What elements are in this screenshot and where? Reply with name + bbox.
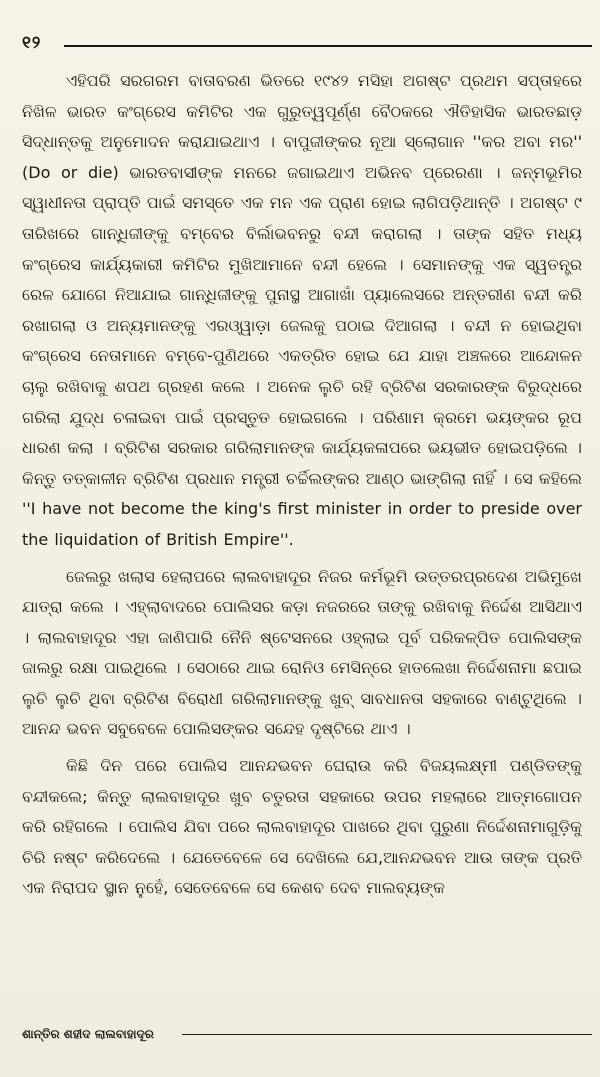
paragraph-anand-bhavan: କିଛି ଦିନ ପରେ ପୋଲିସ ଆନନ୍ଦଭବନ ଘେରାଉ କରି ବିଜୟଲକ୍ଷ୍ମୀ ପଣ୍ଡିତଙ୍କୁ ବନ୍ଦୀକଲେ; କିନ୍ତୁ ଲାଲବାହାଦୂର ଖୁବ ଚତୁରତା ସହକାରେ ଉପର ମହଲାରେ ଆତ୍ମଗୋପନ କରି ରହିଗଲେ । ପୋଲିସ ଯିବା ପରେ ଲାଲବାହାଦୂର ପାଖରେ ଥିବା ପୁରୁଣା ନିର୍ଦ୍ଦେଶନାମାଗୁଡ଼ିକୁ ଚିରି ନଷ୍ଟ କରିଦେଲେ । ଯେତେବେଳେ ସେ ଦେଖିଲେ ଯେ,ଆନନ୍ଦଭବନ ଆଉ ତାଙ୍କ ପ୍ରତି ଏକ ନିରାପଦ ସ୍ଥାନ ନୁହେଁ, ସେତେବେଳେ ସେ କେଶବ ଦେବ ମାଲବ୍ୟଙ୍କ <box>22 756 582 898</box>
page-body <box>22 66 582 1026</box>
page-footer <box>22 1024 592 1048</box>
running-footer-title: ଶାନ୍ତିର ଶହୀଦ ଲାଲବାହାଦୂର <box>22 1027 154 1041</box>
footer-rule <box>182 1034 592 1035</box>
page-header <box>22 32 592 58</box>
paragraph-quit-india: ଏହିପରି ସରଗରମ ବାତାବରଣ ଭିତରେ ୧୯୪୨ ମସିହା ଅଗଷ୍ଟ ପ୍ରଥମ ସପ୍ତାହରେ ନିଖିଳ ଭାରତ କଂଗ୍ରେସ କମିଟିର ଏକ ଗୁରୁତ୍ୱପୂର୍ଣ୍ଣ ବୈଠକରେ ଐତିହାସିକ ଭାରତଛାଡ଼ ସିଦ୍ଧାନ୍ତକୁ ଅନୁମୋଦନ କରାଯାଇଥାଏ । ବାପୁଜୀଙ୍କର ନୂଆ ସ୍ଲୋଗାନ ''କର ଅବା ମର'' (Do or die) ଭାରତବାସୀଙ୍କ ମନରେ ଜଗାଇଥାଏ ଅଭିନବ ପ୍ରେରଣା । ଜନ୍ମଭୂମିର ସ୍ୱାଧୀନତା ପ୍ରାପ୍ତି ପାଇଁ ସମସ୍ତେ ଏକ ମନ ଏକ ପ୍ରାଣ ହୋଇ ଲାଗିପଡ଼ିଥାନ୍ତି । ଅଗଷ୍ଟ ୯ ତାରିଖରେ ଗାନ୍ଧିଜୀଙ୍କୁ ବମ୍ବେର ବିର୍ଲାଭବନରୁ ବନ୍ଦୀ କରାଗଲା । ତାଙ୍କ ସହିତ ମଧ୍ୟ କଂଗ୍ରେସ କାର୍ଯ୍ୟକାରୀ କମିଟିର ମୁଖିଆମାନେ ବନ୍ଦୀ ହେଲେ । ସେମାନଙ୍କୁ ଏକ ସ୍ୱତନ୍ତ୍ର ରେଳ ଯୋଗେ ନିଆଯାଇ ଗାନ୍ଧିଜୀଙ୍କୁ ପୁନାସ୍ଥ ଆଗାଖାଁ ପ୍ୟାଲେସରେ ଅନ୍ତରୀଣ ବନ୍ଦୀ କରି ରଖାଗଲା ଓ ଅନ୍ୟମାନଙ୍କୁ ଏରଓ୍ୱାଡ଼ା ଜେଲକୁ ପଠାଇ ଦିଆଗଲା । ବନ୍ଦୀ ନ ହୋଇଥିବା କଂଗ୍ରେସ ନେତାମାନେ ବମ୍ବେ-ପୁଣିଥରେ ଏକତ୍ରିତ ହୋଇ ଯେ ଯାହା ଅଞ୍ଚଳରେ ଆନ୍ଦୋଳନ ଚାଲୁ ରଖିବାକୁ ଶପଥ ଗ୍ରହଣ କଲେ । ଅନେକ ଲୁଚି ରହି ବ୍ରିଟିଶ ସରକାରଙ୍କ ବିରୁଦ୍ଧରେ ଗରିଲା ଯୁଦ୍ଧ ଚଳାଇବା ପାଇଁ ପ୍ରସ୍ତୁତ ହୋଇଗଲେ । ପରିଣାମ କ୍ରମେ ଭୟଙ୍କର ରୂପ ଧାରଣ କଲା । ବ୍ରିଟିଶ ସରକାର ଗରିଲାମାନଙ୍କ କାର୍ଯ୍ୟକଳାପରେ ଭୟଭୀତ ହୋଇପଡ଼ିଲେ । କିନ୍ତୁ ତତ୍କାଳୀନ ବ୍ରିଟିଶ ପ୍ରଧାନ ମନ୍ତ୍ରୀ ଚର୍ଚ୍ଚିଲଙ୍କର ଆଣ୍ଠ ଭାଙ୍ଗିଲା ନାହିଁ । ସେ କହିଲେ ''I have not become the king's first minister in order to preside over the liquidation of British Empire''. <box>22 71 582 549</box>
header-rule <box>64 45 592 47</box>
page-number: ୧୨ <box>22 33 42 53</box>
paragraph-allahabad: ଜେଲରୁ ଖଲାସ ହେଲାପରେ ଲାଲବାହାଦୂର ନିଜର କର୍ମଭୂମି ଉତ୍ତରପ୍ରଦେଶ ଅଭିମୁଖେ ଯାତ୍ରା କଲେ । ଏହ୍ଲାବାଦରେ ପୋଲିସର କଡ଼ା ନଜରରେ ତାଙ୍କୁ ରଖିବାକୁ ନିର୍ଦ୍ଦେଶ ଆସିଥାଏ । ଲାଲବାହାଦୂର ଏହା ଜାଣିପାରି ନୈନି ଷ୍ଟେସନରେ ଓହ୍ଲାଇ ପୂର୍ବ ପରିକଳ୍ପିତ ପୋଲିସଙ୍କ ଜାଲରୁ ରକ୍ଷା ପାଇଥିଲେ । ସେଠାରେ ଥାଇ ରୋନିଓ ମେସିନ୍‌ରେ ହାତଲେଖା ନିର୍ଦ୍ଦେଶନାମା ଛପାଇ ଲୁଚି ଲୁଚି ଥିବା ବ୍ରିଟିଶ ବିରୋଧୀ ଗରିଲାମାନଙ୍କୁ ଖୁବ୍ ସାବଧାନତା ସହକାରେ ବାଣ୍ଟୁଥିଲେ । ଆନନ୍ଦ ଭବନ ସବୁବେଳେ ପୋଲିସଙ୍କର ସନ୍ଦେହ ଦୃଷ୍ଟିରେ ଥାଏ । <box>22 566 582 739</box>
